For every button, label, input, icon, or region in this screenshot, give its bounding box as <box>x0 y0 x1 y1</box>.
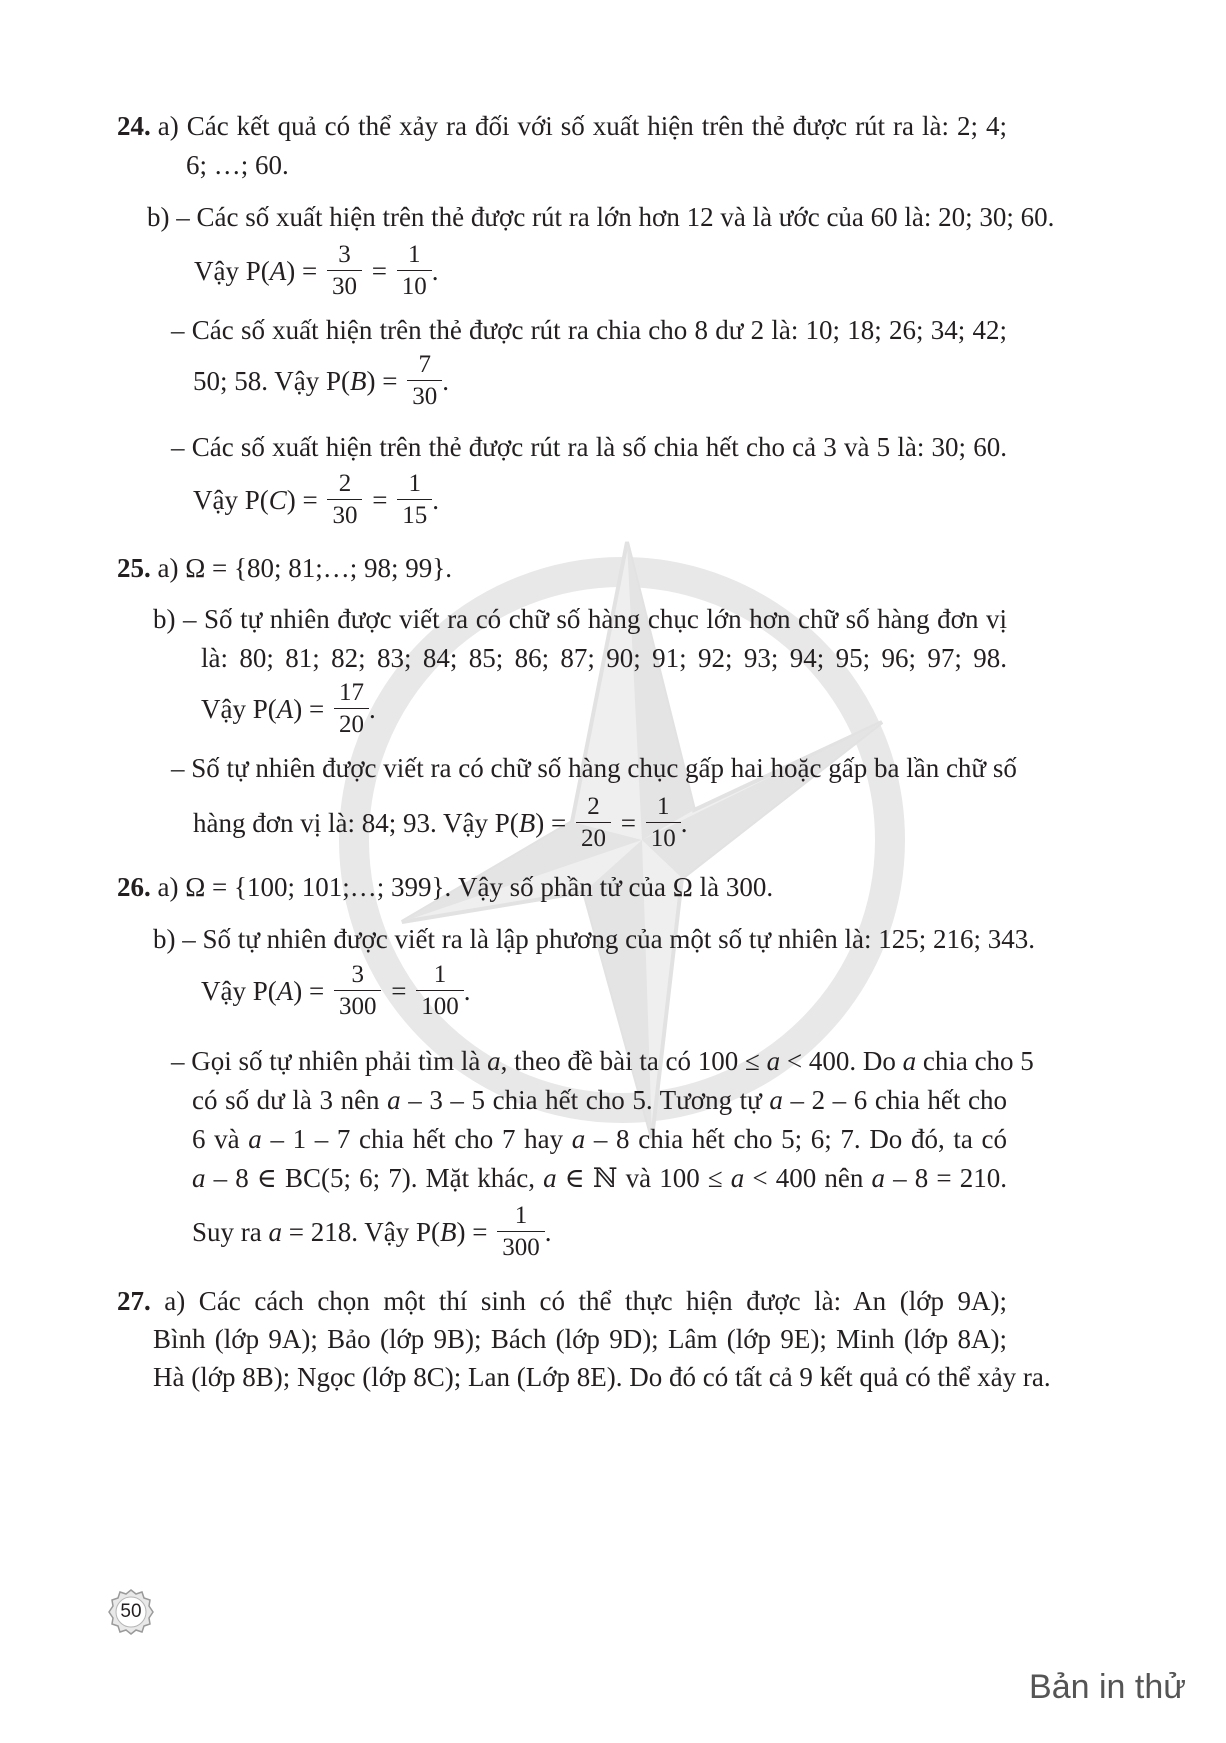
item-24-line-b1: b) – Các số xuất hiện trên thẻ được rút ra lớn hơn 12 và là ước của 60 là: 20; 30; 60. <box>147 202 1055 232</box>
item-24-formula-c: Vậy P(C) = $\frac{2}{30}$ = $\frac{1}{15}$ . <box>193 471 439 535</box>
item-26-line-a1: 26. a) Ω = {100; 101;…; 399}. Vậy số phần tử của Ω là 300. <box>117 872 774 902</box>
item-25-line-c1: – Số tự nhiên được viết ra có chữ số hàng chục gấp hai hoặc gấp ba lần chữ số <box>171 753 1017 783</box>
text <box>158 113 1007 140</box>
item-number: 25. <box>117 553 151 583</box>
fraction: $\frac{1}{300}$ <box>497 1200 545 1264</box>
item-25-formula-a: Vậy P(A) = $\frac{17}{20}$ . <box>201 680 376 744</box>
item-24-formula-b: 50; 58. Vậy P(B) = $\frac{7}{30}$ . <box>193 352 449 416</box>
item-26-formula-a: Vậy P(A) = $\frac{3}{300}$ = $\frac{1}{100}$ . <box>201 962 470 1026</box>
fraction: $\frac{2}{20}$ <box>576 791 611 855</box>
item-24-line-a2: 6; …; 60. <box>186 150 289 180</box>
item-25-formula-b: hàng đơn vị là: 84; 93. Vậy P(B) = $\frac{2}{20}$ = $\frac{1}{10}$ . <box>193 794 687 858</box>
fraction: $\frac{17}{20}$ <box>334 677 369 741</box>
fraction: $\frac{1}{10}$ <box>646 791 681 855</box>
item-24-line-a1 <box>117 113 1007 140</box>
fraction: $\frac{3}{30}$ <box>327 239 362 303</box>
item-25-line-b1: b) – Số tự nhiên được viết ra có chữ số hàng chục lớn hơn chữ số hàng đơn vị <box>153 604 1007 634</box>
item-27-line-a1: 27. a) Các cách chọn một thí sinh có thể thực hiện được là: An (lớp 9A); <box>117 1286 1007 1316</box>
fraction: $\frac{1}{100}$ <box>416 959 464 1023</box>
item-26-line-c2: có số dư là 3 nên a – 3 – 5 chia hết cho 5. Tương tự a – 2 – 6 chia hết cho <box>192 1085 1007 1115</box>
item-number: 24. <box>117 111 151 141</box>
proof-label: Bản in thử <box>1029 1668 1186 1706</box>
item-25-line-a1: 25. a) Ω = {80; 81;…; 98; 99}. <box>117 553 452 583</box>
item-27-line-a2: Bình (lớp 9A); Bảo (lớp 9B); Bách (lớp 9D); Lâm (lớp 9E); Minh (lớp 8A); <box>153 1324 1007 1354</box>
text-line: a) Các kết quả có thể xảy ra đối với số xuất hiện trên thẻ được rút ra là: 2; 4; <box>157 111 1007 141</box>
item-25-line-b2: là: 80; 81; 82; 83; 84; 85; 86; 87; 90; 91; 92; 93; 94; 95; 96; 97; 98. <box>201 643 1007 673</box>
item-24-line-c1: – Các số xuất hiện trên thẻ được rút ra chia cho 8 dư 2 là: 10; 18; 26; 34; 42; <box>171 315 1007 345</box>
item-26-line-c3: 6 và a – 1 – 7 chia hết cho 7 hay a – 8 chia hết cho 5; 6; 7. Do đó, ta có <box>192 1124 1007 1154</box>
item-24-formula-a: Vậy P(A) = $\frac{3}{30}$ = $\frac{1}{10}$ . <box>194 242 438 306</box>
item-number: 26. <box>117 872 151 902</box>
item-number: 27. <box>117 1286 151 1316</box>
fraction: $\frac{3}{300}$ <box>334 959 382 1023</box>
item-24-line-d1: – Các số xuất hiện trên thẻ được rút ra là số chia hết cho cả 3 và 5 là: 30; 60. <box>171 432 1007 462</box>
fraction: $\frac{2}{30}$ <box>327 468 362 532</box>
item-26-formula-b: Suy ra a = 218. Vậy P(B) = $\frac{1}{300}$ . <box>192 1203 551 1267</box>
fraction: $\frac{7}{30}$ <box>407 349 442 413</box>
fraction: $\frac{1}{15}$ <box>397 468 432 532</box>
item-26-line-c1: – Gọi số tự nhiên phải tìm là a, theo đề bài ta có 100 ≤ a < 400. Do a chia cho 5 <box>171 1046 1034 1076</box>
item-27-line-a3: Hà (lớp 8B); Ngọc (lớp 8C); Lan (Lớp 8E). Do đó có tất cả 9 kết quả có thể xảy ra. <box>153 1362 1051 1392</box>
page-number: 50 <box>120 1601 142 1622</box>
item-26-line-b1: b) – Số tự nhiên được viết ra là lập phương của một số tự nhiên là: 125; 216; 343. <box>153 924 1035 954</box>
fraction: $\frac{1}{10}$ <box>397 239 432 303</box>
item-26-line-c4: a – 8 ∈ BC(5; 6; 7). Mặt khác, a ∈ ℕ và 100 ≤ a < 400 nên a – 8 = 210. <box>192 1163 1007 1193</box>
